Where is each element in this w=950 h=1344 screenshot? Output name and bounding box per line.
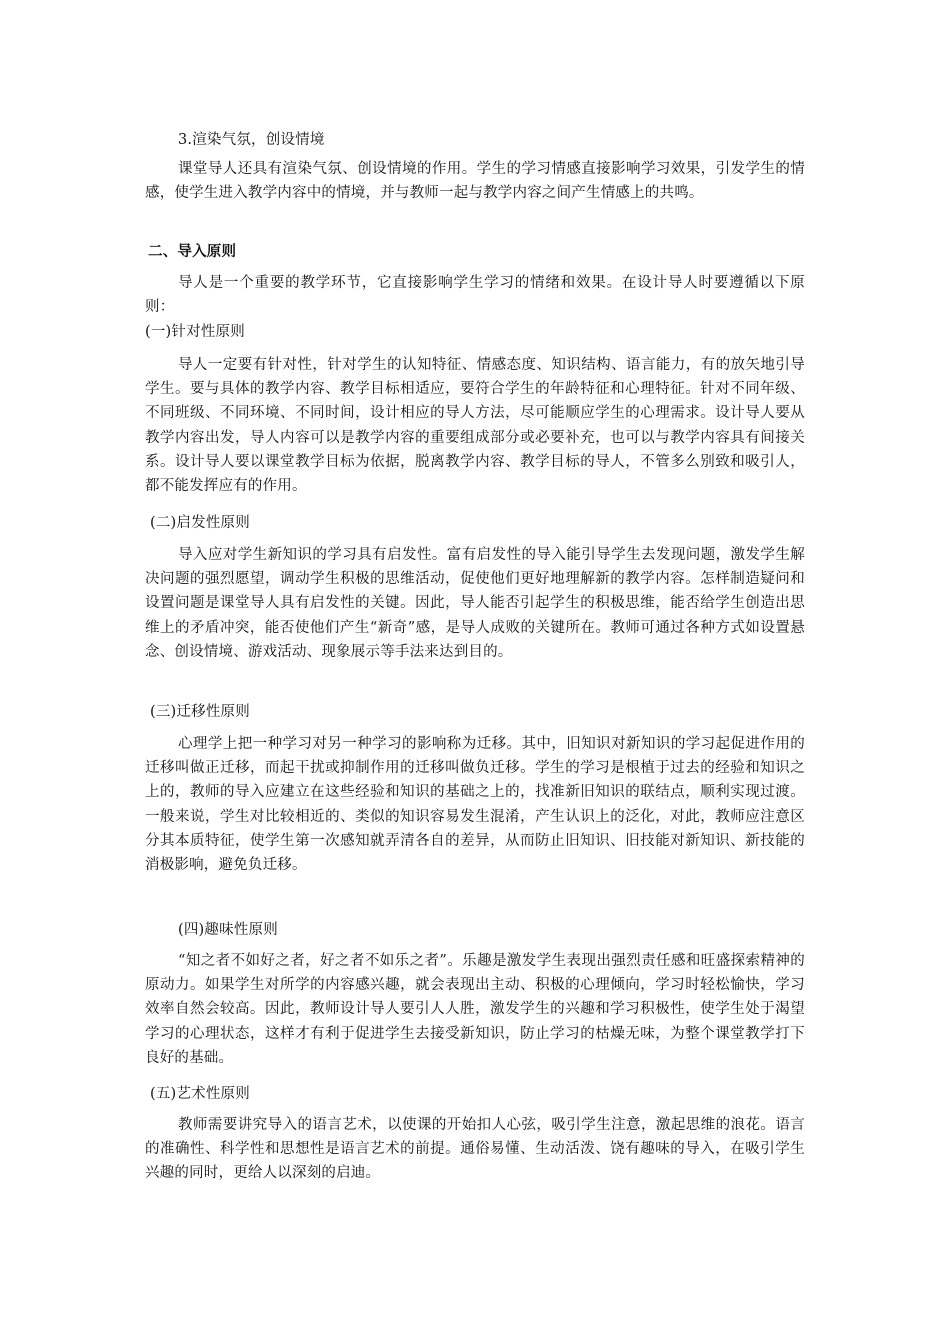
principle-1-title: (一)针对性原则	[145, 324, 245, 340]
part-2-heading: 二、导入原则	[148, 244, 237, 260]
principle-5-body: 教师需要讲究导入的语言艺术，以使课的开始扣人心弦，吸引学生注意，激起思维的浪花。语言的准确性、科学性和思想性是语言艺术的前提。通俗易懂、生动活泼、饶有趣味的导入，在吸引学生兴趣的同时，更给人以深刻的启迪。	[145, 1117, 805, 1182]
section-3-title: 3.渲染气氛，创设情境	[178, 132, 325, 148]
section-3-body: 课堂导人还具有渲染气氛、创设情境的作用。学生的学习情感直接影响学习效果，引发学生的情感，使学生进入教学内容中的情境，并与教师一起与教学内容之间产生情感上的共鸣。	[145, 161, 805, 202]
principle-4-title: (四)趣味性原则	[178, 922, 278, 938]
principle-4-body: “知之者不如好之者，好之者不如乐之者”。乐趣是激发学生表现出强烈责任感和旺盛探索精神的原动力。如果学生对所学的内容感兴趣，就会表现出主动、积极的心理倾向，学习时轻松愉快，学习效率自然会较高。因此，教师设计导人要引人人胜，激发学生的兴趣和学习积极性，使学生处于渴望学习的心理状态，这样才有利于促进学生去接受新知识，防止学习的枯燥无味，为整个课堂教学打下良好的基础。	[145, 953, 805, 1066]
principle-1-body: 导人一定要有针对性，针对学生的认知特征、情感态度、知识结构、语言能力，有的放矢地引导学生。要与具体的教学内容、教学目标相适应，要符合学生的年龄特征和心理特征。针对不同年级、不同班级、不同环境、不同时间，设计相应的导人方法，尽可能顺应学生的心理需求。设计导人要从教学内容出发，导人内容可以是教学内容的重要组成部分或必要补充，也可以与教学内容具有间接关系。设计导人要以课堂教学目标为依据，脱离教学内容、教学目标的导人，不管多么别致和吸引人，都不能发挥应有的作用。	[145, 357, 805, 495]
principle-2-body: 导入应对学生新知识的学习具有启发性。富有启发性的导入能引导学生去发现问题，激发学生解决问题的强烈愿望，调动学生积极的思维活动，促使他们更好地理解新的教学内容。怎样制造疑问和设置问题是课堂导人具有启发性的关键。因此，导人能否引起学生的积极思维，能否给学生创造出思维上的矛盾冲突，能否使他们产生“新奇”感，是导人成败的关键所在。教师可通过各种方式如设置悬念、创设情境、游戏活动、现象展示等手法来达到目的。	[145, 547, 805, 660]
principle-3-body: 心理学上把一种学习对另一种学习的影响称为迁移。其中，旧知识对新知识的学习起促进作用的迁移叫做正迁移，而起干扰或抑制作用的迁移叫做负迁移。学生的学习是根植于过去的经验和知识之上的，教师的导入应建立在这些经验和知识的基础之上的，找准新旧知识的联结点，顺利实现过渡。一般来说，学生对比较相近的、类似的知识容易发生混淆，产生认识上的泛化，对此，教师应注意区分其本质特征，使学生第一次感知就弄清各自的差异，从而防止旧知识、旧技能对新知识、新技能的消极影响，避免负迁移。	[145, 736, 805, 874]
part-2-intro: 导人是一个重要的教学环节，它直接影响学生学习的情绪和效果。在设计导人时要遵循以下原则：	[145, 275, 805, 316]
principle-5-title: (五)艺术性原则	[150, 1086, 250, 1102]
principle-3-title: (三)迁移性原则	[150, 704, 250, 720]
principle-2-title: (二)启发性原则	[150, 515, 250, 531]
